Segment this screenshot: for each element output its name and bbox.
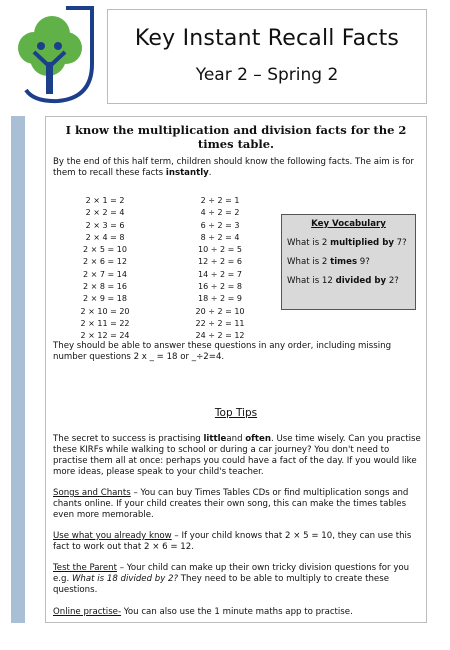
tip-bold: often <box>245 434 271 444</box>
tip-text: – Your child can make up their own tricky division questions for you e.g. <box>53 563 410 584</box>
vocab-text: 9? <box>357 257 370 267</box>
tip-text: – You can buy Times Tables CDs or find multiplication songs and chants online. If your child creates their own song, this can make the times tables even more memorable. <box>53 488 409 520</box>
fact-row: 20 ÷ 2 = 10 <box>195 306 245 316</box>
intro-text-main: By the end of this half term, children should know the following facts. The aim is for them to recall these facts <box>53 157 414 178</box>
vocab-question <box>287 257 415 267</box>
fact-row: 18 ÷ 2 = 9 <box>198 294 242 304</box>
fact-row: 2 × 2 = 4 <box>85 208 125 218</box>
vocab-keyword: multiplied by <box>330 238 394 248</box>
vocab-text: What is 2 <box>287 238 331 248</box>
tip-text: They need to be able to multiply to create these questions. <box>53 574 389 595</box>
tip-paragraph <box>53 434 421 478</box>
top-tips-title: Top Tips <box>214 407 258 419</box>
page-subtitle: Year 2 – Spring 2 <box>195 65 339 85</box>
fact-row: 2 × 5 = 10 <box>83 245 127 255</box>
fact-row: 16 ÷ 2 = 8 <box>198 282 242 292</box>
fact-row: 2 × 8 = 16 <box>83 282 127 292</box>
fact-row: 4 ÷ 2 = 2 <box>200 208 240 218</box>
tip-bold: little <box>203 434 227 444</box>
division-facts <box>190 195 250 343</box>
main-panel <box>45 116 427 623</box>
vocab-text: 7? <box>393 238 407 248</box>
fact-row: 2 × 11 = 22 <box>80 318 130 328</box>
tip-italic: What is 18 divided by 2? <box>71 574 179 584</box>
vocab-keyword: divided by <box>335 276 387 286</box>
tip-songs-chants <box>53 488 421 521</box>
tip-label: Use what you already know <box>53 531 172 541</box>
tip-text: . Use time wisely. Can you practise these KIRFs while walking to school or during a car journey? You don't need to practise them all at once: perhaps you could have a fact of the day. If you would like more ideas, please speak to your child's teacher. <box>53 434 421 477</box>
headline: I know the multiplication and division facts for the 2 times table. <box>65 123 407 151</box>
fact-row: 2 × 6 = 12 <box>83 257 127 267</box>
intro-text <box>53 157 419 179</box>
tip-online-practise <box>53 607 421 618</box>
fact-row: 2 × 7 = 14 <box>83 269 127 279</box>
fact-row: 2 × 9 = 18 <box>83 294 127 304</box>
vocab-title: Key Vocabulary <box>311 219 386 229</box>
tip-label: Test the Parent <box>53 563 117 573</box>
vocab-text: What is 2 <box>287 257 331 267</box>
tip-use-what-you-know <box>53 531 421 553</box>
vocab-question <box>287 238 415 248</box>
vocab-question <box>287 276 415 286</box>
fact-row: 6 ÷ 2 = 3 <box>200 220 240 230</box>
tip-text: You can also use the 1 minute maths app to practise. <box>121 607 353 617</box>
fact-row: 2 × 12 = 24 <box>80 331 130 341</box>
fact-row: 2 ÷ 2 = 1 <box>200 196 240 205</box>
multiplication-facts <box>76 195 134 343</box>
fact-row: 14 ÷ 2 = 7 <box>198 269 242 279</box>
missing-number-text: They should be able to answer these questions in any order, including missing number questions 2 x _ = 18 or _÷2=4. <box>53 341 392 362</box>
header-box <box>107 9 427 104</box>
fact-row: 2 × 1 = 2 <box>85 196 125 205</box>
fact-row: 22 ÷ 2 = 11 <box>195 318 245 328</box>
fact-row: 2 × 4 = 8 <box>85 232 125 242</box>
fact-row: 8 ÷ 2 = 4 <box>200 232 240 242</box>
tip-test-parent <box>53 563 421 596</box>
tip-text: and <box>226 434 246 444</box>
key-vocabulary-box <box>281 214 416 310</box>
sidebar-bar <box>11 116 25 623</box>
tip-text: – If your child knows that 2 × 5 = 10, they can use this fact to work out that 2 × 6 = 12. <box>53 531 412 552</box>
vocab-keyword: times <box>330 257 358 267</box>
fact-row: 12 ÷ 2 = 6 <box>198 257 242 267</box>
tip-label: Songs and Chants <box>53 488 131 498</box>
fact-row: 24 ÷ 2 = 12 <box>195 331 245 341</box>
page-title: Key Instant Recall Facts <box>134 26 400 51</box>
fact-row: 2 × 3 = 6 <box>85 220 125 230</box>
fact-row: 10 ÷ 2 = 5 <box>198 245 242 255</box>
school-logo <box>8 6 100 104</box>
tip-label: Online practise- <box>53 607 122 617</box>
intro-bold: instantly <box>165 168 209 178</box>
fact-row: 2 × 10 = 20 <box>80 306 130 316</box>
tip-text: The secret to success is practising <box>53 434 204 444</box>
intro-end: . <box>208 168 212 178</box>
vocab-text: What is 12 <box>287 276 336 286</box>
vocab-text: 2? <box>386 276 399 286</box>
